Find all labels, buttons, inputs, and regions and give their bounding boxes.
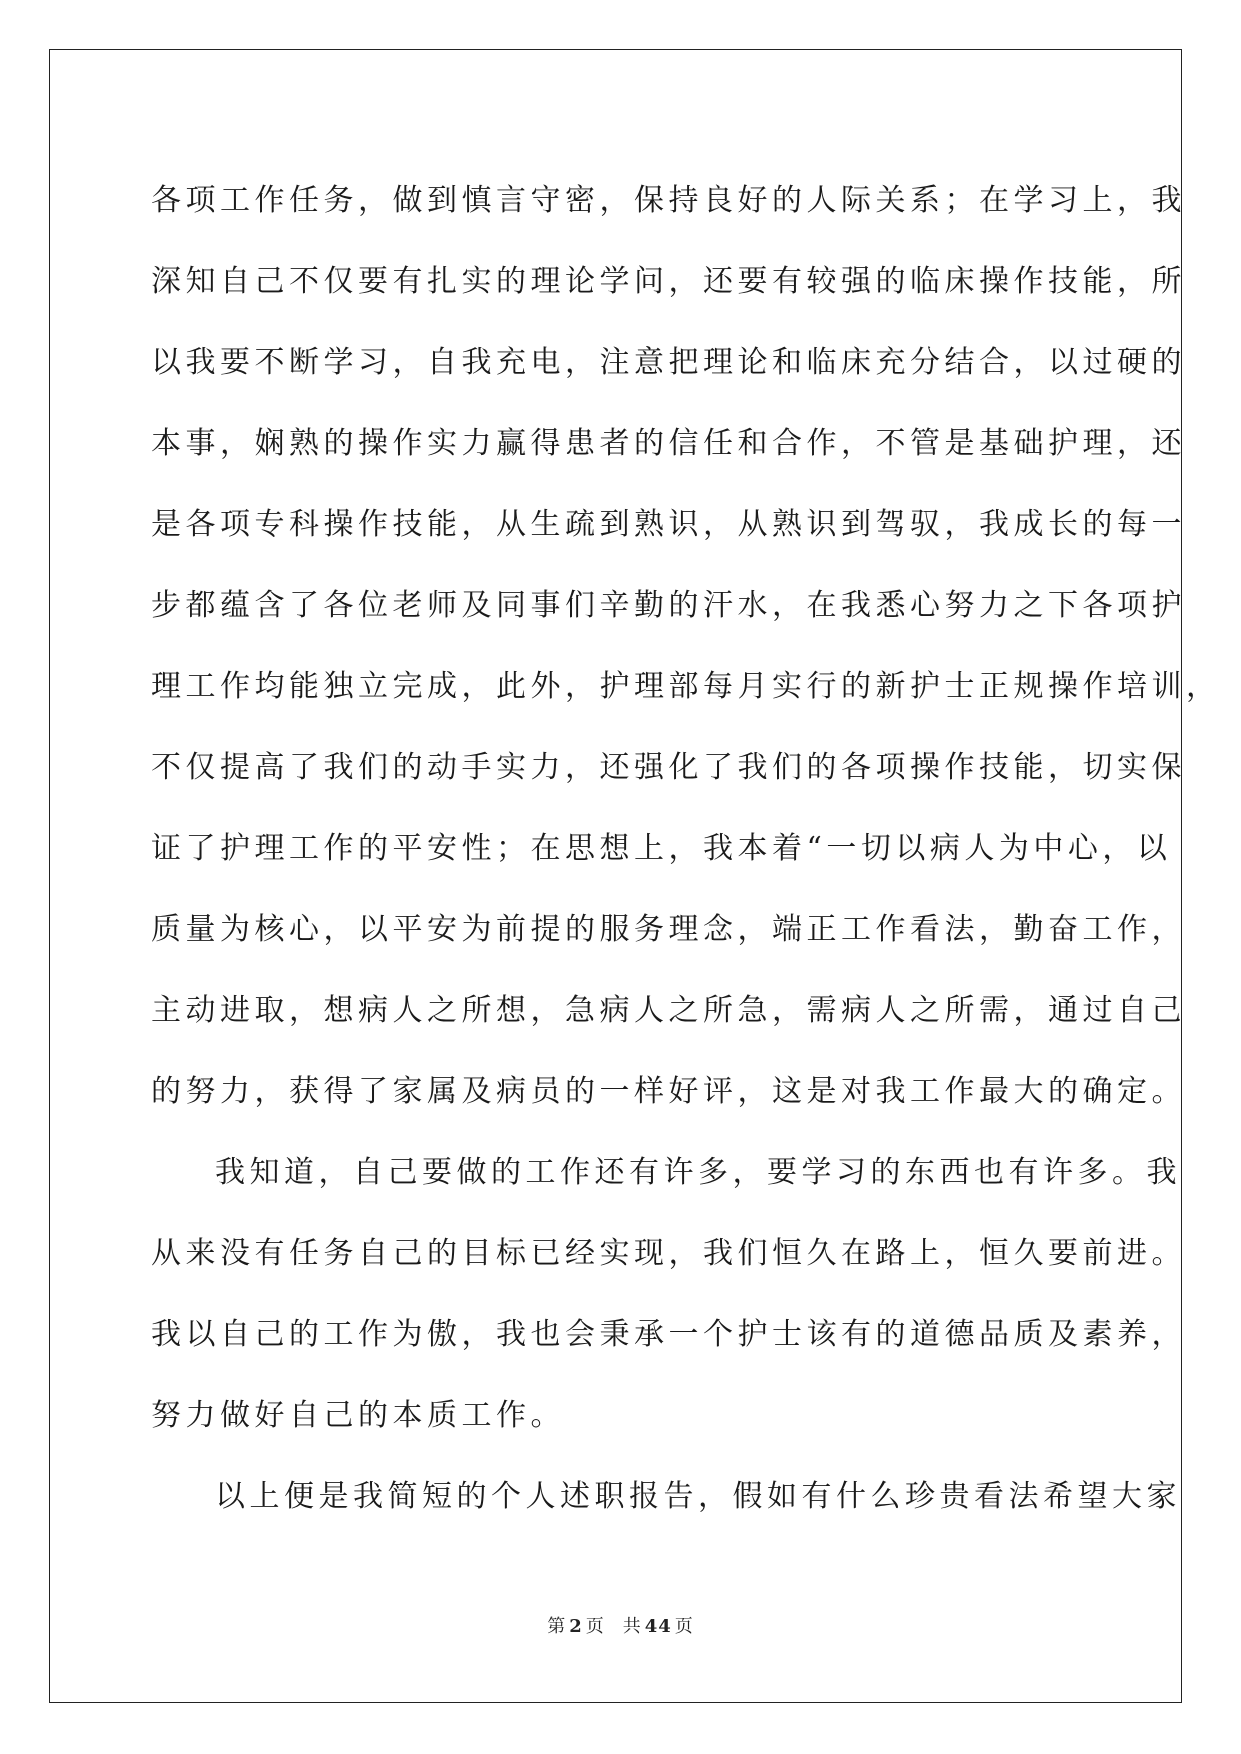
text-line: 理工作均能独立完成，此外，护理部每月实行的新护士正规操作培训， <box>151 669 1221 704</box>
text-line: 本事，娴熟的操作实力赢得患者的信任和合作，不管是基础护理，还 <box>151 426 1186 461</box>
text-line: 证了护理工作的平安性；在思想上，我本着“一切以病人为中心，以 <box>151 831 1172 866</box>
text-line: 努力做好自己的本质工作。 <box>151 1398 565 1433</box>
text-line: 步都蕴含了各位老师及同事们辛勤的汗水，在我悉心努力之下各项护 <box>151 588 1186 623</box>
text-line: 深知自己不仅要有扎实的理论学问，还要有较强的临床操作技能，所 <box>151 264 1186 299</box>
page-suffix: 页 <box>585 1616 605 1637</box>
document-body <box>151 160 1221 1537</box>
text-line: 是各项专科操作技能，从生疏到熟识，从熟识到驾驭，我成长的每一 <box>151 507 1186 542</box>
text-line: 从来没有任务自己的目标已经实现，我们恒久在路上，恒久要前进。 <box>151 1236 1186 1271</box>
text-line: 我以自己的工作为傲，我也会秉承一个护士该有的道德品质及素养， <box>151 1317 1186 1352</box>
page-number: 2 <box>569 1616 583 1637</box>
text-line: 各项工作任务，做到慎言守密，保持良好的人际关系；在学习上，我 <box>151 183 1186 218</box>
total-suffix: 页 <box>674 1616 694 1637</box>
text-line: 以我要不断学习，自我充电，注意把理论和临床充分结合，以过硬的 <box>151 345 1186 380</box>
text-line: 主动进取，想病人之所想，急病人之所急，需病人之所需，通过自己 <box>151 993 1186 1028</box>
page-footer <box>0 1612 1241 1638</box>
paragraph-start-line: 以上便是我简短的个人述职报告，假如有什么珍贵看法希望大家 <box>215 1479 1181 1514</box>
text-line: 质量为核心，以平安为前提的服务理念，端正工作看法，勤奋工作， <box>151 912 1186 947</box>
total-prefix: 共 <box>622 1616 642 1637</box>
text-line: 的努力，获得了家属及病员的一样好评，这是对我工作最大的确定。 <box>151 1074 1186 1109</box>
page-prefix: 第 <box>547 1616 567 1637</box>
text-line: 不仅提高了我们的动手实力，还强化了我们的各项操作技能，切实保 <box>151 750 1186 785</box>
paragraph-start-line: 我知道，自己要做的工作还有许多，要学习的东西也有许多。我 <box>215 1155 1181 1190</box>
total-pages: 44 <box>644 1616 672 1637</box>
